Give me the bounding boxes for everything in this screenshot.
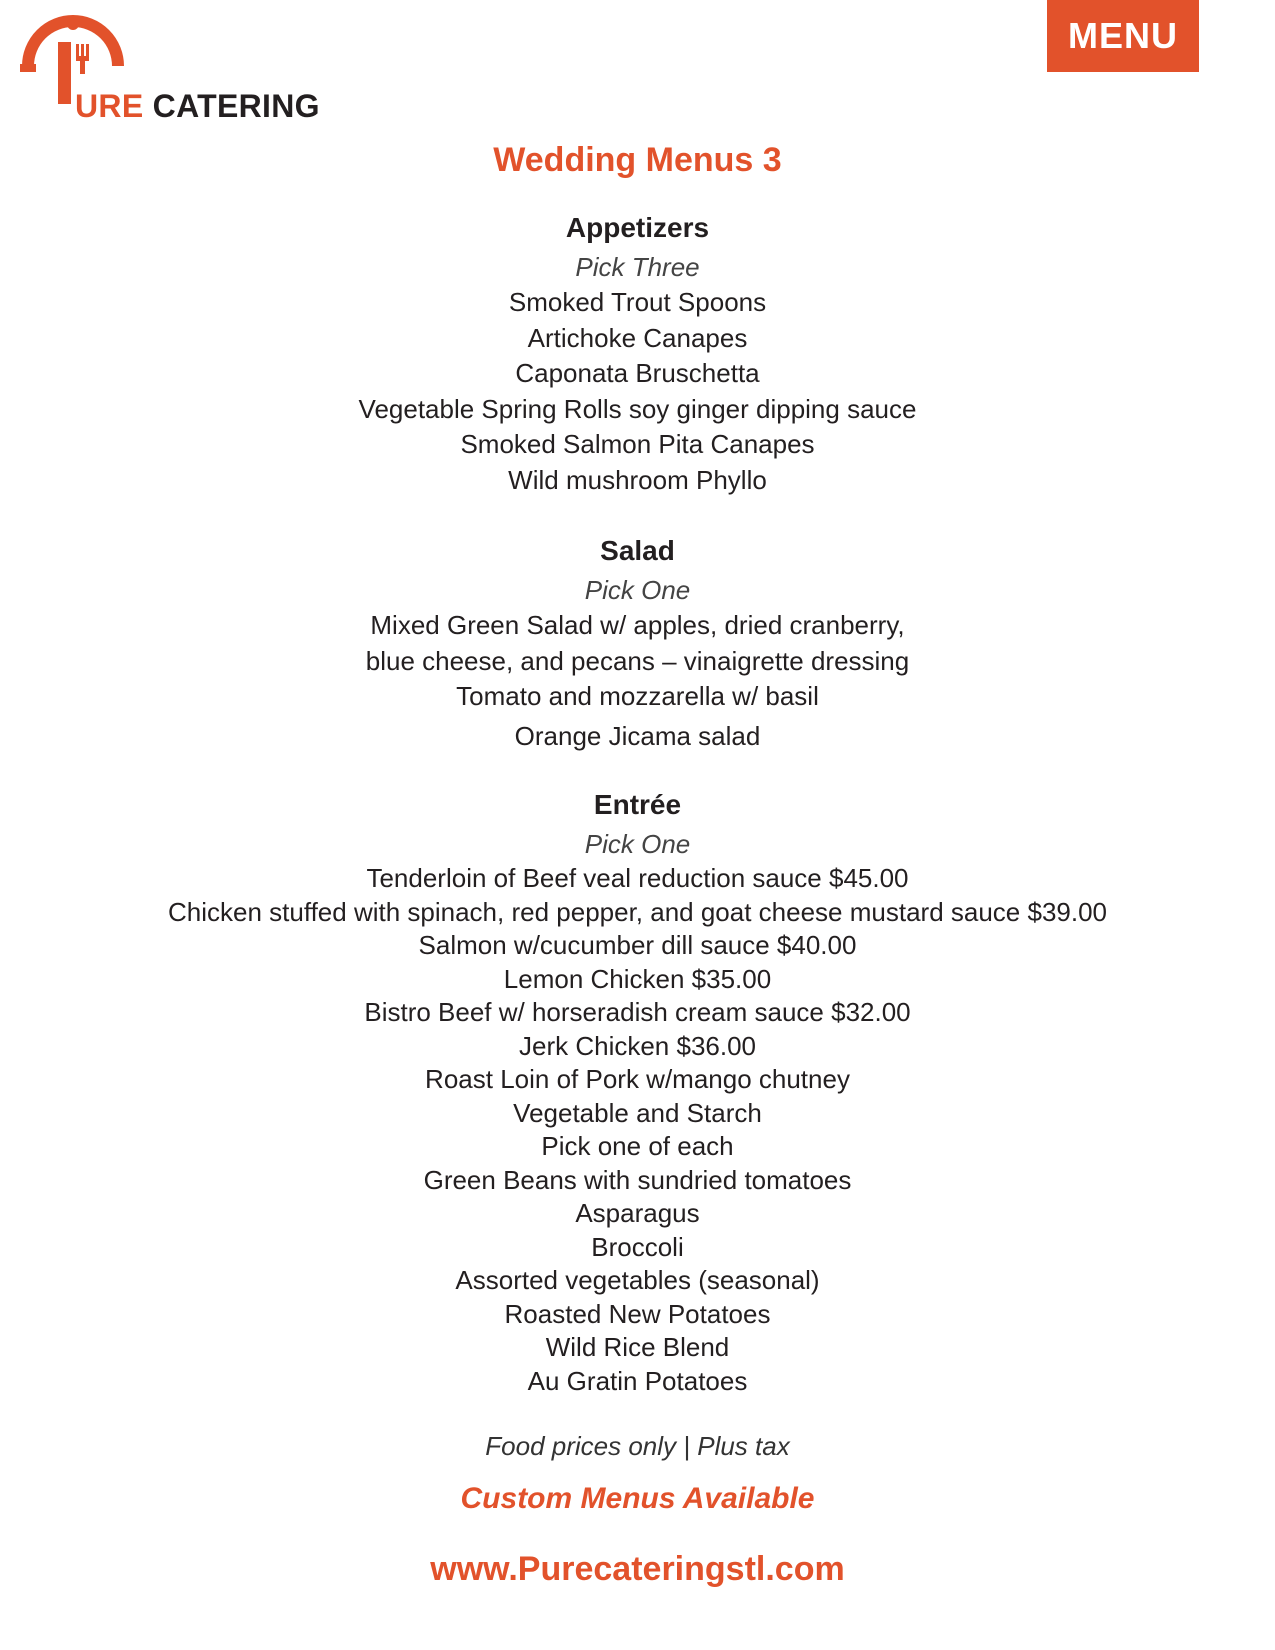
list-item: Chicken stuffed with spinach, red pepper, and goat cheese mustard sauce $39.00: [167, 896, 1108, 927]
list-item: Orange Jicama salad: [514, 720, 761, 751]
list-item: Green Beans with sundried tomatoes: [423, 1164, 852, 1195]
list-item: Pick one of each: [541, 1131, 734, 1161]
list-item: Roasted New Potatoes: [504, 1298, 771, 1329]
entree-pick: Pick One: [584, 829, 691, 859]
list-item: Wild Rice Blend: [545, 1332, 730, 1362]
page-title: Wedding Menus 3: [493, 141, 782, 179]
price-note: Food prices only | Plus tax: [485, 1431, 790, 1461]
list-item: Lemon Chicken $35.00: [503, 963, 772, 994]
list-item: Tenderloin of Beef veal reduction sauce $45.00: [366, 863, 909, 893]
list-item: Salmon w/cucumber dill sauce $40.00: [418, 930, 857, 960]
list-item: Caponata Bruschetta: [515, 358, 760, 388]
salad-pick: Pick One: [584, 575, 691, 605]
list-item: Asparagus: [575, 1198, 700, 1228]
list-item: Vegetable and Starch: [513, 1097, 762, 1128]
entree-list: [0, 862, 1275, 1398]
list-item: Bistro Beef w/ horseradish cream sauce $32.00: [364, 997, 911, 1027]
custom-menus-note: Custom Menus Available: [460, 1482, 815, 1515]
list-item: Broccoli: [591, 1231, 684, 1262]
brand-name-second: CATERING: [152, 88, 320, 124]
list-item: Smoked Trout Spoons: [508, 287, 767, 317]
list-item: Vegetable Spring Rolls soy ginger dipping sauce: [358, 393, 917, 424]
list-item: Au Gratin Potatoes: [527, 1365, 748, 1396]
list-item: Assorted vegetables (seasonal): [455, 1265, 820, 1295]
list-item: blue cheese, and pecans – vinaigrette dressing: [365, 645, 910, 676]
salad-heading: Salad: [600, 535, 675, 566]
list-item: Roast Loin of Pork w/mango chutney: [425, 1064, 850, 1094]
brand-name-rest: URE: [75, 88, 144, 124]
appetizers-pick: Pick Three: [575, 252, 700, 282]
entree-heading: Entrée: [593, 789, 682, 820]
list-item: Tomato and mozzarella w/ basil: [456, 681, 819, 711]
appetizers-list: [0, 285, 1275, 498]
list-item: Jerk Chicken $36.00: [518, 1030, 757, 1061]
website-link[interactable]: www.Purecateringstl.com: [430, 1550, 845, 1588]
list-item: Smoked Salmon Pita Canapes: [460, 429, 815, 459]
list-item: Artichoke Canapes: [527, 322, 748, 353]
list-item: Mixed Green Salad w/ apples, dried cranberry,: [370, 610, 905, 640]
menu-badge: MENU: [1047, 0, 1199, 72]
list-item: Wild mushroom Phyllo: [508, 464, 767, 495]
brand-logo: [20, 14, 360, 124]
appetizers-heading: Appetizers: [565, 212, 710, 243]
salad-list: [0, 608, 1275, 754]
brand-wordmark: [75, 90, 320, 122]
